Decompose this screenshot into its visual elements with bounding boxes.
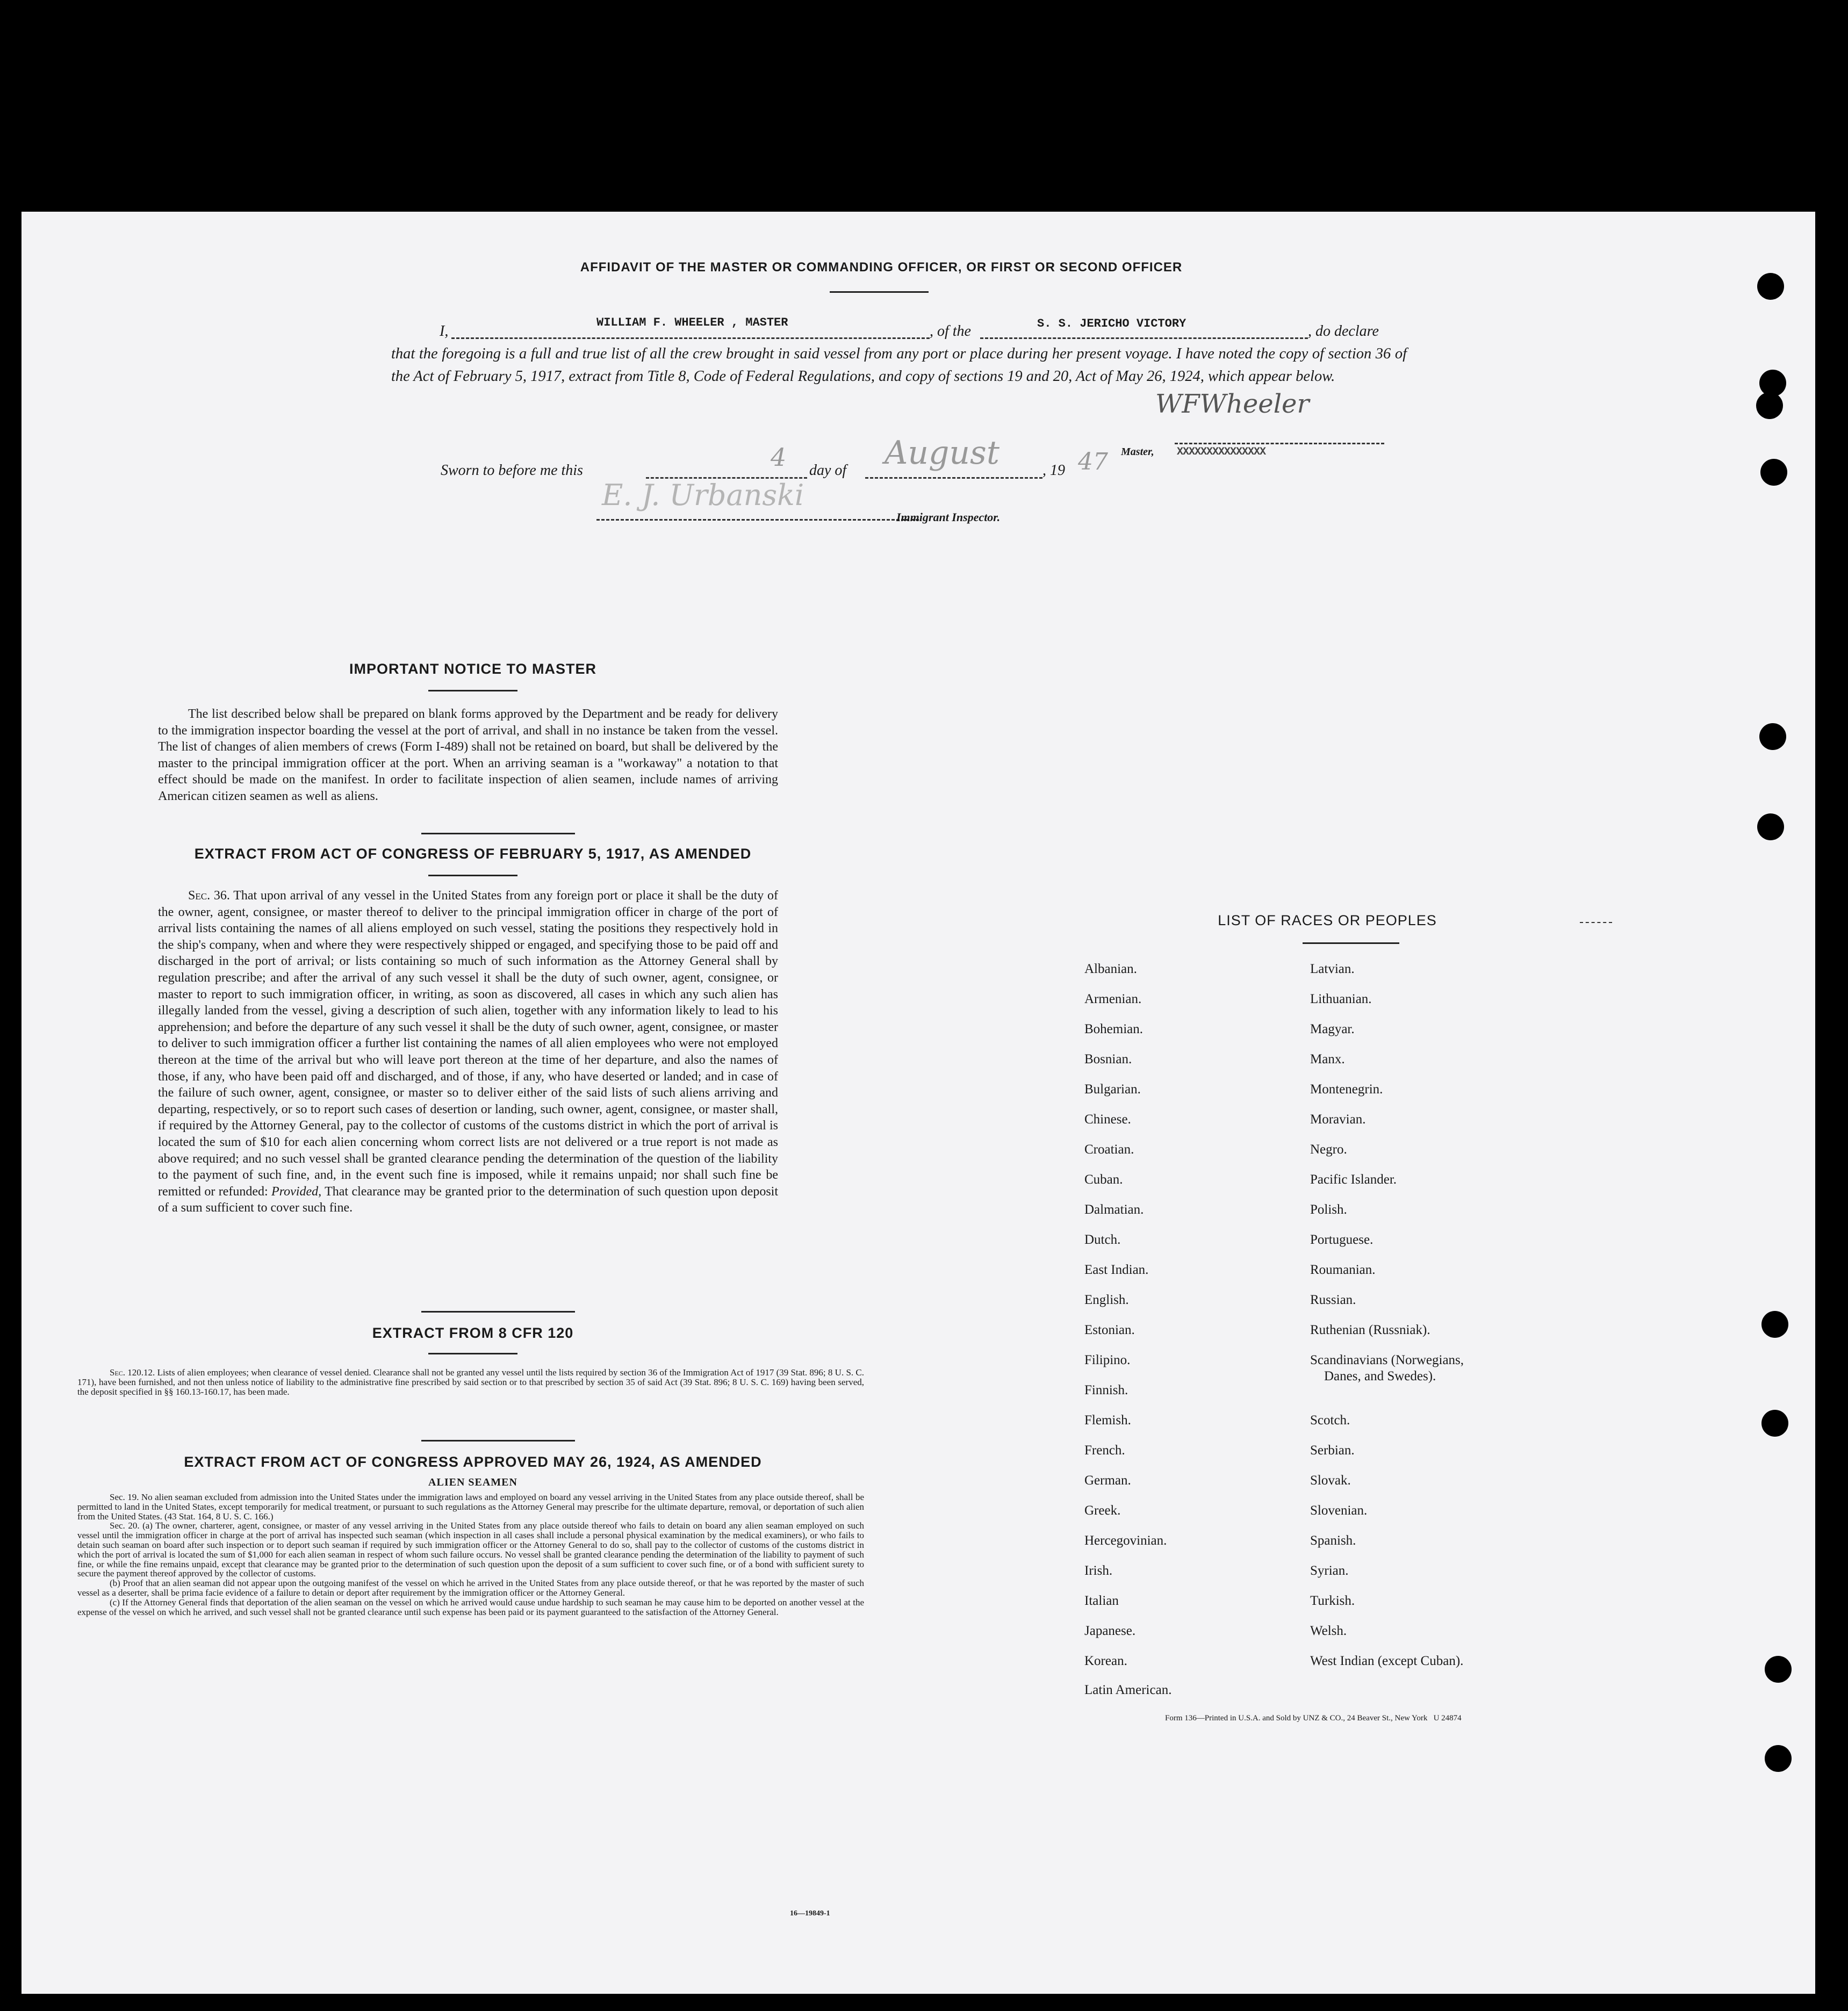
year-prefix: , 19 — [1042, 462, 1065, 479]
race-item: French. — [1084, 1443, 1125, 1458]
race-item: Lithuanian. — [1310, 992, 1372, 1006]
race-item: West Indian (except Cuban). — [1310, 1654, 1464, 1668]
race-item: Italian — [1084, 1594, 1119, 1608]
race-item: Bosnian. — [1084, 1052, 1132, 1066]
race-item: Filipino. — [1084, 1353, 1131, 1367]
race-item: Armenian. — [1084, 992, 1142, 1006]
extract-1917-title: EXTRACT FROM ACT OF CONGRESS OF FEBRUARY 5, 1917, AS AMENDED — [194, 846, 752, 862]
do-declare-label: , do declare — [1308, 323, 1379, 340]
declarant-line — [451, 337, 930, 339]
declarant-name-field: WILLIAM F. WHEELER , MASTER — [596, 316, 788, 329]
race-item: Scotch. — [1310, 1413, 1350, 1428]
day-of-label: day of — [809, 462, 847, 479]
cfr-text: Lists of alien employees; when clearance of vessel denied. Clearance shall not be granted any vessel until the lists required by section 36 of the Immigration Act of 1917 (39 Stat. 896; 8 U. S. C. 171), have been furnished, and not then unless notice of liability to the administrative fine prescribed by said section or to that prescribed by section 35 of said Act (39 Stat. 896; 8 U. S. C. 169) having been served, the deposit specified in §§ 160.13-160.17, has been made. — [77, 1367, 864, 1397]
day-value: 4 — [771, 443, 787, 472]
sec20a-paragraph: Sec. 20. (a) The owner, charterer, agent, consignee, or master of any vessel arriving in the United States from any place outside thereof who fails to detain on board any alien seaman employed on such vessel until the immigration officer in charge at the port of arrival has inspected such seaman (which inspection in all cases shall include a personal physical examination by the medical examiners), or who fails to detain such seaman on board after such inspection or to deport such seaman if required by such immigration officer or the Attorney General to do so, shall pay to the collector of customs of the customs district in which the port of arrival is located the sum of $1,000 for each alien seaman in respect of whom such failure occurs. No vessel shall be granted clearance pending the determination of the liability to payment of such fine, or while the fine remains unpaid, except that clearance may be granted prior to the determination of such question upon the deposit of a sum sufficient to cover such fine, or of a bond with sufficient surety to secure the payment thereof approved by the collector of customs. — [77, 1520, 864, 1579]
race-item: Manx. — [1310, 1052, 1345, 1066]
month-line — [865, 477, 1042, 479]
master-signature: WFWheeler — [1155, 389, 1310, 419]
punch-hole — [1765, 1656, 1792, 1683]
race-item: Russian. — [1310, 1293, 1356, 1307]
punch-hole — [1757, 813, 1784, 840]
race-item: Magyar. — [1310, 1022, 1355, 1036]
extract-cfr-title: EXTRACT FROM 8 CFR 120 — [372, 1325, 574, 1341]
races-title: LIST OF RACES OR PEOPLES — [1218, 912, 1437, 928]
vessel-line — [980, 337, 1308, 339]
race-item: Montenegrin. — [1310, 1082, 1383, 1097]
race-item: Greek. — [1084, 1503, 1121, 1518]
punch-hole — [1759, 723, 1786, 750]
sec36-label: Sec. 36. — [188, 889, 230, 903]
alien-seamen-subtitle: ALIEN SEAMEN — [428, 1476, 517, 1488]
punch-hole — [1756, 392, 1783, 419]
race-item: Syrian. — [1310, 1563, 1349, 1578]
section-divider — [421, 1440, 575, 1441]
i-label: I, — [440, 323, 449, 340]
cfr-sec-label: Sec. 120.12. — [110, 1367, 155, 1378]
race-item: Pacific Islander. — [1310, 1172, 1397, 1187]
race-item: Serbian. — [1310, 1443, 1355, 1458]
struck-officer-title: XXXXXXXXXXXXXXX — [1177, 446, 1266, 458]
sec19-paragraph: Sec. 19. No alien seaman excluded from admission into the United States under the immigration laws and employed on board any vessel arriving in the United States from any place outside thereof, shall be permitted to land in the United States, except temporarily for medical treatment, or pursuant to such regulations as the Attorney General may prescribe for the ultimate departure, removal, or deportation of such alien from the United States. (43 Stat. 164, 8 U. S. C. 166.) — [77, 1492, 864, 1522]
race-item: Negro. — [1310, 1142, 1347, 1157]
sec20b-paragraph: (b) Proof that an alien seaman did not appear upon the outgoing manifest of the vessel on which he arrived in the United States from any place outside thereof, or that he was reported by the master of such vessel as a deserter, shall be prima facie evidence of a failure to detain or deport after requirement by the immigration officer or the Attorney General. — [77, 1578, 864, 1598]
extract-1924-body — [77, 1493, 864, 1617]
race-item: Slovenian. — [1310, 1503, 1368, 1518]
month-value: August — [885, 434, 999, 472]
affidavit-title: AFFIDAVIT OF THE MASTER OR COMMANDING OFFICER, OR FIRST OR SECOND OFFICER — [580, 260, 1183, 275]
race-item: Turkish. — [1310, 1594, 1355, 1608]
punch-hole — [1760, 459, 1787, 486]
inspector-line — [596, 519, 919, 521]
race-item: Scandinavians (Norwegians, — [1310, 1353, 1464, 1367]
of-the-label: , of the — [930, 323, 971, 340]
notice-title: IMPORTANT NOTICE TO MASTER — [349, 661, 596, 677]
race-item: Bulgarian. — [1084, 1082, 1141, 1097]
sec36-text-end: That clearance may be granted prior to the determination of such question upon deposit of a sum sufficient to cover such fine. — [158, 1184, 779, 1215]
year-value: 47 — [1078, 448, 1108, 475]
race-item: Latvian. — [1310, 962, 1355, 976]
notice-text: The list described below shall be prepared on blank forms approved by the Department and be ready for delivery to the immigration inspector boarding the vessel at the port of arrival, and shall in no instance be taken from the vessel. The list of changes of alien members of crews (Form I-489) shall not be retained on board, but shall be delivered by the master to the principal immigration officer at the port. When an arriving seaman is a "workaway" a notation to that effect should be made on the manifest. In order to facilitate inspection of alien seamen, include names of arriving American citizen seamen as well as aliens. — [158, 707, 778, 803]
race-item: Dutch. — [1084, 1232, 1121, 1247]
sec36-text: That upon arrival of any vessel in the United States from any foreign port or place it shall be the duty of the owner, agent, consignee, or master thereof to deliver to the principal immigration officer in charge of the port of arrival lists containing the names of all aliens employed on such vessel, stating the positions they respectively hold in the ship's company, when and where they were respectively shipped or engaged, and specifying those to be paid off and discharged in the port of arrival; or lists containing so much of such information as the Attorney General shall by regulation prescribe; and after the arrival of any such vessel it shall be the duty of such owner, agent, consignee, or master to report to such immigration officer, in writing, as soon as discovered, all cases in which any such alien has illegally landed from the vessel, giving a description of such alien, together with any information likely to lead to his apprehension; and before the departure of any such vessel it shall be the duty of such owner, agent, consignee, or master to deliver to such immigration officer a further list containing the names of all alien employees who were not employed thereon at the time of the arrival but who will leave port thereon at the time of her departure, and also the names of those, if any, who have been paid off and discharged, and of those, if any, who have deserted or landed; and in case of the failure of such owner, agent, consignee, or master so to deliver either of the said lists of such aliens arriving and departing, respectively, or so to report such cases of desertion or landing, such owner, agent, consignee, or master shall, if required by the Attorney General, pay to the collector of customs of the customs district in which the port of arrival is located the sum of $10 for each alien concerning whom correct lists are not delivered or a true report is not made as above required; and no such vessel shall be granted clearance pending the determination of the question of the liability to the payment of such fine, and, in the event such fine is imposed, while it remains unpaid; nor shall such fine be remitted or refunded: — [158, 889, 778, 1199]
declaration-text: that the foregoing is a full and true list of all the crew brought in said vessel from any port or place during her present voyage. I have noted the copy of section 36 of the Act of February 5, 1917, extract from Title 8, Code of Federal Regulations, and copy of sections 19 and 20, Act of May 26, 1924, which appear below. — [391, 345, 1407, 385]
race-item: Chinese. — [1084, 1112, 1131, 1127]
race-item: Bohemian. — [1084, 1022, 1144, 1036]
race-item: Portuguese. — [1310, 1232, 1374, 1247]
race-item: East Indian. — [1084, 1263, 1149, 1277]
master-signature-line — [1175, 443, 1384, 444]
race-item: Moravian. — [1310, 1112, 1366, 1127]
race-item: Slovak. — [1310, 1473, 1351, 1488]
race-item: English. — [1084, 1293, 1129, 1307]
sec20c-paragraph: (c) If the Attorney General finds that deportation of the alien seaman on the vessel on which he arrived would cause undue hardship to such seaman he may cause him to be deported on another vessel at the expense of the vessel on which he arrived, and such vessel shall not be granted clearance until such expense has been paid or its payment guaranteed to the satisfaction of the Attorney General. — [77, 1597, 864, 1617]
race-item: Irish. — [1084, 1563, 1113, 1578]
punch-hole — [1765, 1745, 1792, 1772]
extract-cfr-body — [77, 1368, 864, 1396]
race-item: Dalmatian. — [1084, 1202, 1144, 1217]
provided-label: Provided, — [271, 1184, 322, 1199]
title-underline — [830, 291, 929, 293]
race-item: Croatian. — [1084, 1142, 1134, 1157]
punch-hole — [1757, 273, 1784, 300]
section-divider — [421, 833, 575, 834]
extract-1917-underline — [428, 875, 517, 876]
punch-hole — [1761, 1410, 1788, 1437]
form-printer-note: Form 136—Printed in U.S.A. and Sold by UNZ & CO., 24 Beaver St., New York U 24874 — [1165, 1714, 1462, 1722]
race-item: Flemish. — [1084, 1413, 1131, 1428]
document-page — [21, 212, 1815, 1994]
sworn-label: Sworn to before me this — [441, 462, 583, 479]
punch-hole — [1761, 1311, 1788, 1338]
section-divider — [421, 1311, 575, 1313]
race-item: Spanish. — [1310, 1533, 1356, 1548]
inspector-label: Immigrant Inspector. — [896, 510, 1001, 524]
race-item: Polish. — [1310, 1202, 1347, 1217]
extract-cfr-underline — [428, 1353, 517, 1354]
races-underline — [1303, 942, 1399, 944]
extract-1924-title: EXTRACT FROM ACT OF CONGRESS APPROVED MAY 26, 1924, AS AMENDED — [184, 1454, 762, 1470]
race-item: Cuban. — [1084, 1172, 1123, 1187]
race-item: Albanian. — [1084, 962, 1137, 976]
notice-underline — [428, 690, 517, 691]
race-item: Roumanian. — [1310, 1263, 1376, 1277]
race-item: Estonian. — [1084, 1323, 1135, 1337]
notice-body — [158, 706, 778, 805]
cfr-paragraph — [77, 1368, 864, 1396]
race-item: Japanese. — [1084, 1624, 1136, 1638]
sec36-paragraph — [158, 888, 778, 1216]
form-code: 16—19849-1 — [790, 1909, 830, 1918]
race-item: Welsh. — [1310, 1624, 1347, 1638]
vessel-name-field: S. S. JERICHO VICTORY — [1037, 317, 1187, 330]
extract-1917-body — [158, 888, 778, 1216]
race-item: Finnish. — [1084, 1383, 1128, 1397]
race-item: German. — [1084, 1473, 1131, 1488]
race-item: Korean. — [1084, 1654, 1127, 1668]
inspector-signature: E. J. Urbanski — [602, 478, 804, 512]
race-item: Hercegovinian. — [1084, 1533, 1167, 1548]
race-item: Latin American. — [1084, 1683, 1172, 1697]
race-item: Danes, and Swedes). — [1324, 1369, 1436, 1383]
race-item: Ruthenian (Russniak). — [1310, 1323, 1430, 1337]
master-label: Master, — [1121, 446, 1154, 458]
stray-mark — [1580, 922, 1612, 923]
